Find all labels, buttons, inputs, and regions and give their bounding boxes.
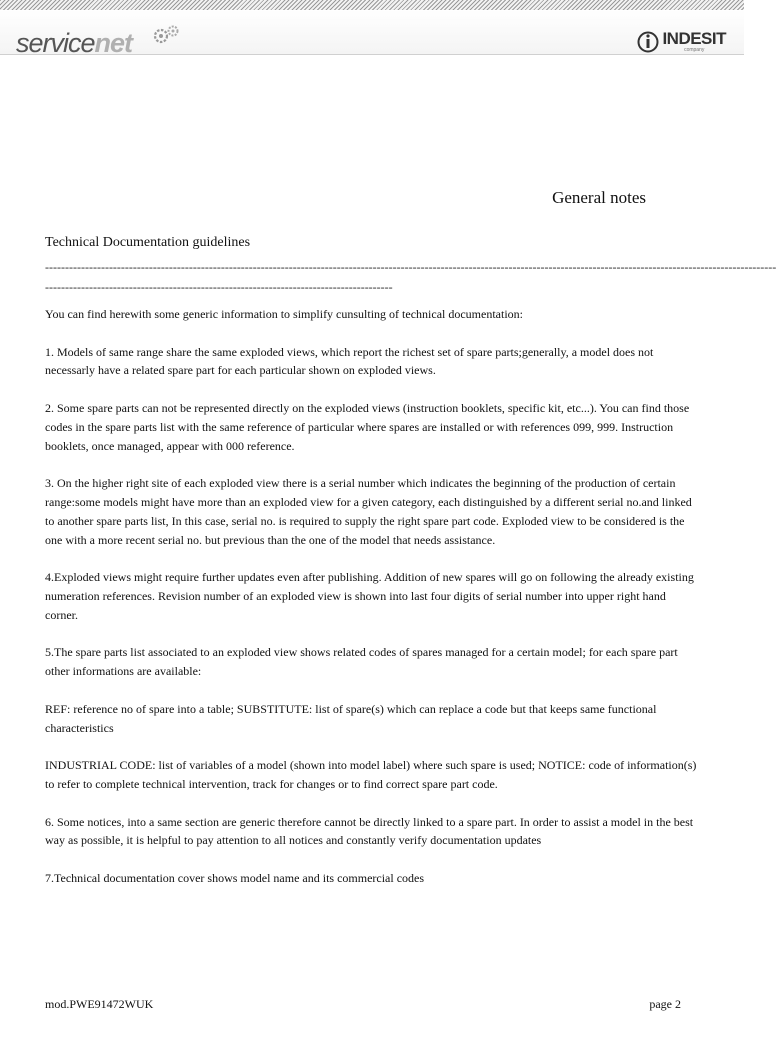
paragraph: 6. Some notices, into a same section are generic therefore cannot be directly linked to a spare part. In order to assist a model in the best way as possible, it is helpful to pay attention to all notices and constantly verify documentation updates bbox=[45, 814, 694, 848]
indesit-logo bbox=[637, 30, 726, 53]
logo-service-word: service bbox=[16, 28, 95, 58]
paragraph: 1. Models of same range share the same exploded views, which report the richest set of spare parts;generally, a model does not necessarly have a related spare part for each particular shown on exploded views. bbox=[45, 344, 654, 378]
brand-name: INDESIT bbox=[662, 29, 726, 48]
header-bar bbox=[0, 10, 744, 58]
paragraph: REF: reference no of spare into a table; SUBSTITUTE: list of spare(s) which can replace a code but that keeps same functional characteristics bbox=[45, 701, 657, 735]
section-heading: Technical Documentation guidelines bbox=[45, 235, 251, 250]
separator-line: --------------------------------------------------------------------------------------- bbox=[45, 280, 393, 294]
paragraph: 2. Some spare parts can not be represented directly on the exploded views (instruction booklets, specific kit, etc...). You can find those codes in the spare parts list with the same reference of particular where spares are installed or with references 099, 999. Instruction booklets, once managed, appear with 000 reference. bbox=[45, 400, 690, 453]
paragraph: INDUSTRIAL CODE: list of variables of a model (shown into model label) where such spare is used; NOTICE: code of information(s) to refer to complete technical intervention, track for changes or to find correct spare part code. bbox=[45, 758, 697, 791]
brand-subtitle: company bbox=[684, 47, 705, 53]
page-title: General notes bbox=[552, 188, 646, 207]
header-hatch-strip bbox=[0, 0, 744, 10]
indesit-ring-icon bbox=[637, 31, 659, 53]
footer-model: mod.PWE91472WUK bbox=[45, 997, 154, 1011]
logo-net-word: net bbox=[94, 28, 133, 58]
separator-line: --------------------------------------------------------------------------------------------------------------------------------------------------------------------------------------- bbox=[45, 260, 776, 274]
paragraph: 3. On the higher right site of each exploded view there is a serial number which indicates the beginning of the production of certain range:some models might have more than an exploded view for a given category, each distinguished by a different serial no.and linked to another spare parts list, In this case, serial no. is required to supply the right spare part code. Exploded view to be considered is the one with a more recent serial no. but previous than the one of the model that needs assistance. bbox=[45, 476, 692, 547]
servicenet-logo bbox=[16, 25, 132, 59]
paragraph: 5.The spare parts list associated to an exploded view shows related codes of spares managed for a certain model; for each spare part other informations are available: bbox=[45, 645, 678, 679]
footer-page-number: page 2 bbox=[649, 997, 681, 1011]
notes-body bbox=[45, 305, 697, 907]
paragraph: You can find herewith some generic information to simplify cunsulting of technical documentation: bbox=[45, 307, 524, 321]
gears-icon bbox=[152, 24, 182, 46]
paragraph: 7.Technical documentation cover shows model name and its commercial codes bbox=[45, 870, 425, 885]
paragraph: 4.Exploded views might require further updates even after publishing. Addition of new spares will go on following the already existing numeration references. Revision number of an exploded view is shown into last four digits of serial number into upper right hand corner. bbox=[45, 570, 694, 622]
